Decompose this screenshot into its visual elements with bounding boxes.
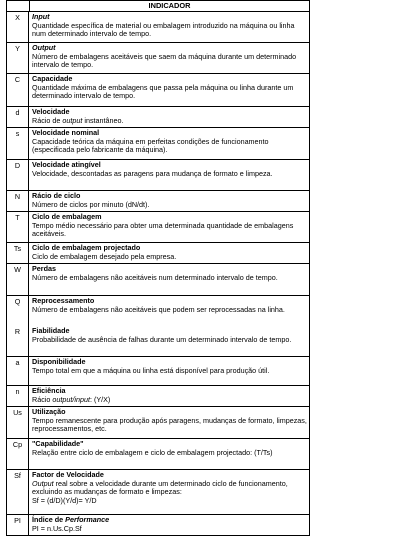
row-symbol: Cp (7, 439, 29, 469)
header-title: INDICADOR (148, 1, 191, 10)
row-content (29, 43, 309, 73)
row-term: Input (32, 12, 50, 21)
row-term: Velocidade atingível (32, 160, 101, 169)
row-content (29, 439, 309, 469)
row-term: Ciclo de embalagem (32, 212, 102, 221)
row-symbol: s (7, 128, 29, 159)
row-description: Velocidade, descontadas as paragens para mudança de formato e limpeza. (32, 168, 273, 178)
table-row (7, 243, 309, 264)
row-term: Fiabilidade (32, 326, 70, 335)
row-term: Velocidade nominal (32, 128, 100, 137)
row-symbol: Ts (7, 243, 29, 263)
row-symbol: Q (7, 296, 29, 326)
row-description: Número de embalagens não aceitáveis que podem ser reprocessadas na linha. (32, 304, 285, 314)
row-symbol: n (7, 386, 29, 406)
row-description: Tempo médio necessário para obter uma determinada quantidade de embalagens aceitáveis. (32, 220, 294, 239)
table-row (7, 212, 309, 243)
row-description: Número de embalagens aceitáveis que saem da máquina durante um determinado intervalo de tempo. (32, 51, 297, 70)
row-content (29, 160, 309, 190)
row-symbol: X (7, 12, 29, 42)
table-row (7, 264, 309, 296)
row-term: Velocidade (32, 107, 70, 116)
row-description: Probabilidade de ausência de falhas durante um determinado intervalo de tempo. (32, 334, 292, 344)
row-content (29, 326, 309, 356)
row-symbol: W (7, 264, 29, 295)
row-content (29, 212, 309, 242)
row-term: Factor de Velocidade (32, 470, 104, 479)
row-content (29, 296, 309, 326)
row-symbol: N (7, 191, 29, 211)
table-row (7, 407, 309, 439)
table-row (7, 470, 309, 515)
row-content (29, 264, 309, 295)
row-content (29, 357, 309, 385)
row-symbol: R (7, 326, 29, 356)
desc-part: real sobre a velocidade durante um determinado ciclo de funcionamento, excluindo as mudanças de formato e limpezas: (32, 478, 288, 497)
row-symbol: d (7, 107, 29, 127)
row-description (32, 396, 307, 405)
row-formula: Sf = (d/D)(Y/d)= Y/D (32, 495, 97, 505)
row-symbol: a (7, 357, 29, 385)
row-description (32, 480, 307, 497)
row-content (29, 128, 309, 159)
row-description: Número de embalagens não aceitáveis num determinado intervalo de tempo. (32, 272, 278, 282)
row-symbol: C (7, 74, 29, 106)
row-content (29, 243, 309, 263)
table-row (7, 160, 309, 191)
row-description: Quantidade máxima de embalagens que passa pela máquina ou linha durante um determinado intervalo de tempo. (32, 82, 294, 101)
desc-part: Rácio de (32, 115, 63, 125)
table-header (7, 1, 309, 12)
table-row (7, 326, 309, 357)
row-content (29, 74, 309, 106)
row-content (29, 107, 309, 127)
table-row (7, 107, 309, 128)
table-row (7, 74, 309, 107)
row-term: Disponibilidade (32, 357, 86, 366)
row-description: Relação entre ciclo de embalagem e ciclo de embalagem projectado: (T/Ts) (32, 447, 273, 457)
row-term: Ciclo de embalagem projectado (32, 243, 141, 252)
desc-part: : (Y/X) (89, 394, 111, 404)
row-term: Rácio de ciclo (32, 191, 81, 200)
row-symbol: T (7, 212, 29, 242)
table-row (7, 386, 309, 407)
table-row (7, 439, 309, 470)
row-content (29, 191, 309, 211)
row-content (29, 470, 309, 514)
row-term: Utilização (32, 407, 66, 416)
term-part: Índice de (32, 515, 66, 524)
row-term: Reprocessamento (32, 296, 95, 305)
row-term: Output (32, 43, 56, 52)
table-row (7, 357, 309, 386)
desc-part: Rácio (32, 394, 53, 404)
row-symbol: Sf (7, 470, 29, 514)
row-term: Perdas (32, 264, 56, 273)
table-row (7, 128, 309, 160)
row-description: PI = n.Us.Cp.Sf (32, 523, 82, 533)
row-term: Eficiência (32, 386, 66, 395)
table-row (7, 12, 309, 43)
table-row (7, 515, 309, 535)
desc-part-italic: Output (32, 478, 54, 488)
row-description (32, 117, 307, 126)
row-term: "Capabilidade" (32, 439, 84, 448)
table-row (7, 43, 309, 74)
row-description: Tempo remanescente para produção após paragens, mudanças de formato, limpezas, reprocessamentos, etc. (32, 415, 307, 434)
row-description: Quantidade específica de material ou embalagem introduzido na máquina ou linha num determinado intervalo de tempo. (32, 20, 295, 39)
row-description: Tempo total em que a máquina ou linha está disponível para produção útil. (32, 365, 270, 375)
desc-part-italic: output/input (52, 394, 90, 404)
desc-part: instantâneo. (82, 115, 124, 125)
row-content (29, 407, 309, 438)
row-symbol: D (7, 160, 29, 190)
row-symbol: Us (7, 407, 29, 438)
indicator-table (6, 0, 310, 536)
header-symbol-cell (7, 1, 30, 11)
row-description: Ciclo de embalagem desejado pela empresa. (32, 251, 177, 261)
row-description: Capacidade teórica da máquina em perfeitas condições de funcionamento (especificada pelo fabricante da máquina). (32, 136, 269, 155)
row-content (29, 515, 309, 535)
row-content (29, 386, 309, 406)
term-part-italic: Performance (65, 515, 110, 524)
row-term: Capacidade (32, 74, 73, 83)
row-symbol: PI (7, 515, 29, 535)
row-content (29, 12, 309, 42)
row-symbol: Y (7, 43, 29, 73)
desc-part-italic: output (62, 115, 83, 125)
row-description: Número de ciclos por minuto (dN/dt). (32, 199, 150, 209)
table-row (7, 191, 309, 212)
table-row (7, 296, 309, 326)
